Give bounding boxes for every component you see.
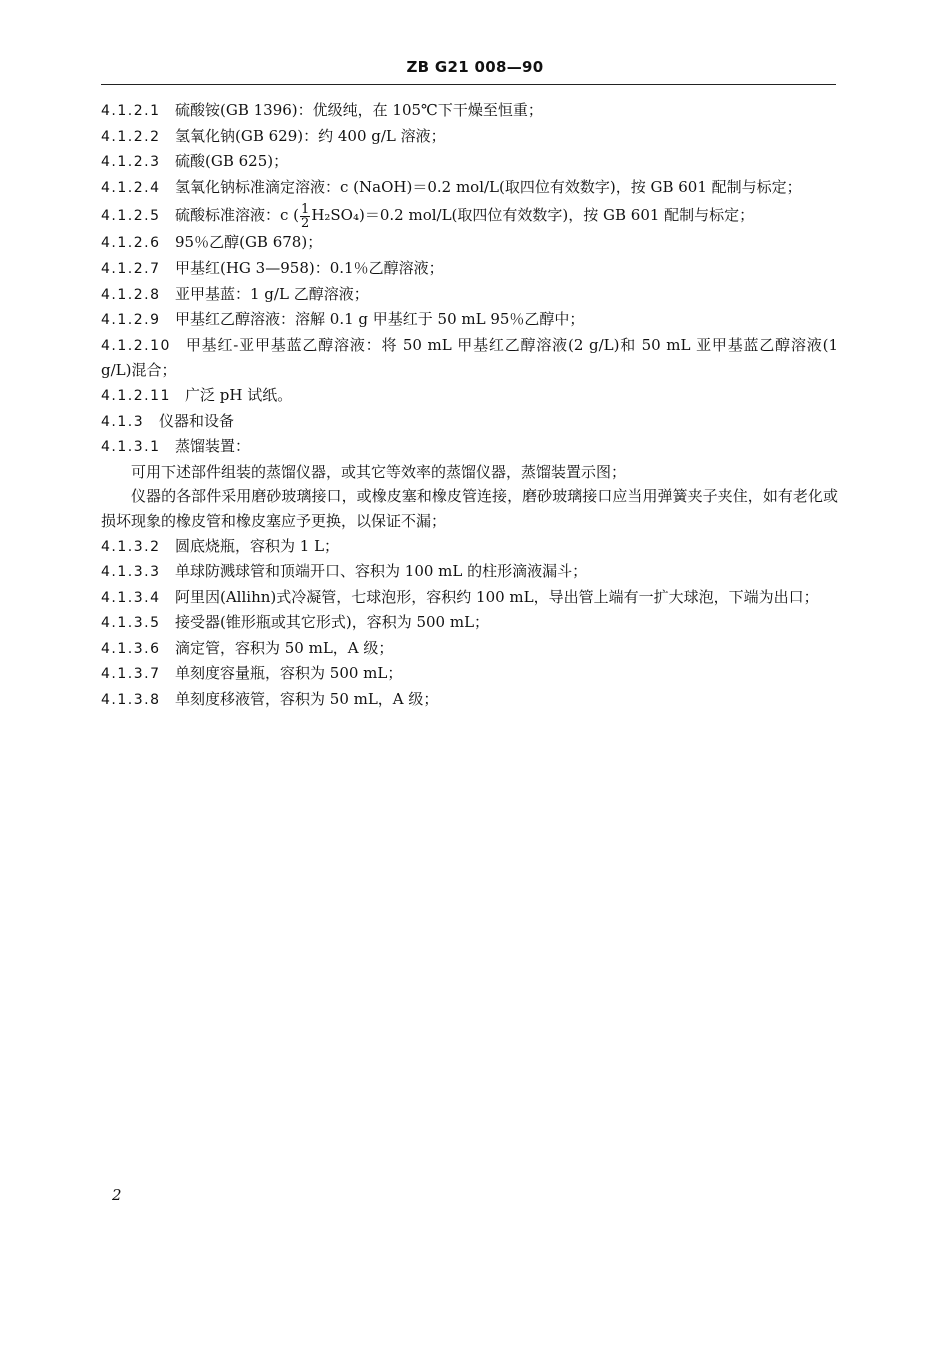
fraction [300, 203, 310, 230]
clause-number: 4.1.2.5 [101, 208, 161, 225]
clause-number: 4.1.3.4 [101, 589, 161, 606]
clause-text: 滴定管，容积为 50 mL，A 级； [175, 638, 394, 657]
clause-4-1-2-1 [101, 98, 838, 124]
clause-text: 硫酸铵(GB 1396)：优级纯，在 105℃下干燥至恒重； [175, 101, 543, 119]
document-header: ZB G21 008—90 [406, 58, 544, 76]
clause-4-1-2-7 [101, 256, 838, 282]
clause-number: 4.1.2.10 [101, 337, 171, 354]
clause-text-after: H₂SO₄)＝0.2 mol/L(取四位有效数字)，按 GB 601 配制与标定； [311, 206, 755, 225]
clause-text: 蒸馏装置： [175, 437, 251, 456]
clause-text: 甲基红乙醇溶液：溶解 0.1 g 甲基红于 50 mL 95％乙醇中； [175, 310, 585, 329]
clause-text: 单刻度容量瓶，容积为 500 mL； [175, 664, 403, 683]
clause-4-1-3-6 [101, 636, 838, 662]
clause-number: 4.1.3.2 [101, 538, 161, 555]
section-number: 4.1.3 [101, 413, 145, 430]
clause-number: 4.1.3.3 [101, 564, 161, 581]
clause-number: 4.1.2.7 [101, 260, 161, 277]
clause-text: 阿里因(Allihn)式冷凝管，七球泡形，容积约 100 mL，导出管上端有一扩大球泡，下端为出口； [175, 587, 819, 606]
clause-text: 亚甲基蓝：1 g/L 乙醇溶液； [175, 284, 369, 303]
clause-text: 广泛 pH 试纸。 [185, 385, 293, 404]
clause-text: 甲基红-亚甲基蓝乙醇溶液：将 50 mL 甲基红乙醇溶液(2 g/L)和 50 mL 亚甲基蓝乙醇溶液(1 g/L)混合； [101, 335, 838, 380]
clause-4-1-3-7 [101, 661, 838, 687]
clause-text: 硫酸(GB 625)； [175, 152, 289, 171]
section-4-1-3 [101, 409, 838, 435]
clause-4-1-2-4 [101, 175, 838, 201]
clause-text: 甲基红(HG 3—958)：0.1％乙醇溶液； [175, 258, 444, 277]
clause-number: 4.1.2.6 [101, 235, 161, 252]
clause-4-1-2-10 [101, 333, 838, 383]
clause-4-1-3-5 [101, 610, 838, 636]
clause-number: 4.1.2.1 [101, 103, 161, 119]
clause-4-1-2-3 [101, 149, 838, 175]
clause-4-1-3-2 [101, 534, 838, 560]
clause-text: 圆底烧瓶，容积为 1 L； [175, 536, 340, 555]
clause-4-1-2-11 [101, 383, 838, 409]
clause-4-1-2-6 [101, 230, 838, 256]
clause-4-1-2-8 [101, 282, 838, 308]
document-body [101, 98, 838, 713]
clause-number: 4.1.3.1 [101, 439, 161, 456]
clause-number: 4.1.3.6 [101, 640, 161, 657]
fraction-denominator: 2 [301, 215, 310, 231]
clause-4-1-3-1 [101, 434, 838, 460]
clause-number: 4.1.2.2 [101, 128, 161, 145]
clause-number: 4.1.2.9 [101, 312, 161, 329]
clause-number: 4.1.2.11 [101, 387, 171, 404]
header-rule [101, 84, 836, 85]
page-number: 2 [112, 1186, 122, 1204]
clause-number: 4.1.3.7 [101, 666, 161, 683]
clause-4-1-2-5 [101, 200, 838, 230]
clause-4-1-3-3 [101, 559, 838, 585]
clause-4-1-3-8 [101, 687, 838, 713]
paragraph: 仪器的各部件采用磨砂玻璃接口，或橡皮塞和橡皮管连接，磨砂玻璃接口应当用弹簧夹子夹住，如有老化或损坏现象的橡皮管和橡皮塞应予更换，以保证不漏； [101, 487, 838, 530]
paragraph: 可用下述部件组装的蒸馏仪器，或其它等效率的蒸馏仪器，蒸馏装置示图； [131, 462, 627, 481]
clause-number: 4.1.3.8 [101, 692, 161, 709]
fraction-numerator: 1 [301, 201, 310, 217]
clause-text: 氢氧化钠标准滴定溶液：c (NaOH)＝0.2 mol/L(取四位有效数字)，按 GB 601 配制与标定； [175, 177, 802, 196]
clause-text: 单刻度移液管，容积为 50 mL，A 级； [175, 690, 439, 709]
clause-4-1-2-2 [101, 124, 838, 150]
clause-text: 氢氧化钠(GB 629)：约 400 g/L 溶液； [175, 126, 446, 145]
section-title: 仪器和设备 [159, 411, 235, 430]
clause-number: 4.1.2.3 [101, 154, 161, 171]
clause-text: 95％乙醇(GB 678)； [175, 233, 323, 252]
clause-text-before: 硫酸标准溶液：c ( [175, 206, 300, 225]
clause-4-1-3-4 [101, 585, 838, 611]
clause-text: 单球防溅球管和顶端开口、容积为 100 mL 的柱形滴液漏斗； [175, 562, 588, 581]
clause-number: 4.1.2.8 [101, 286, 161, 303]
clause-number: 4.1.3.5 [101, 615, 161, 632]
clause-4-1-2-9 [101, 307, 838, 333]
clause-text: 接受器(锥形瓶或其它形式)，容积为 500 mL； [175, 613, 490, 632]
clause-number: 4.1.2.4 [101, 179, 161, 196]
